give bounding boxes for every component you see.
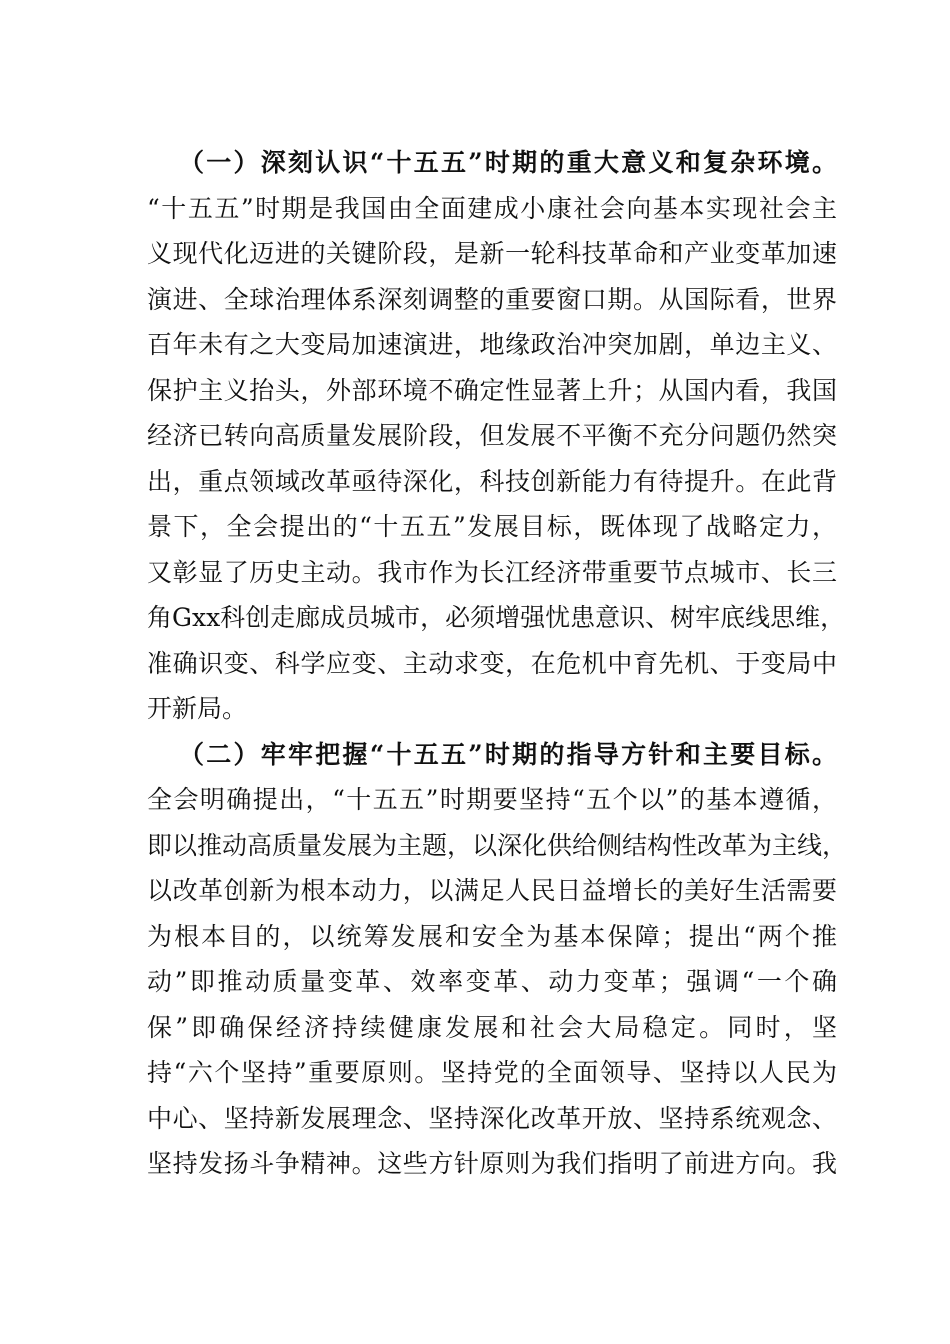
section-1-line: 角Gxx科创走廊成员城市，必须增强忧患意识、树牢底线思维， <box>147 603 846 632</box>
section-1-line: 演进、全球治理体系深刻调整的重要窗口期。从国际看，世界 <box>147 284 837 314</box>
section-2-line: 保”即确保经济持续健康发展和社会大局稳定。同时，坚 <box>147 1012 837 1042</box>
section-2-line: 即以推动高质量发展为主题，以深化供给侧结构性改革为主线， <box>147 830 848 860</box>
section-1-line: 景下，全会提出的“十五五”发展目标，既体现了战略定力， <box>147 512 837 541</box>
section-1-line: 百年未有之大变局加速演进，地缘政治冲突加剧，单边主义、 <box>147 330 837 359</box>
section-1-line: 经济已转向高质量发展阶段，但发展不平衡不充分问题仍然突 <box>147 421 837 450</box>
section-1-line: 义现代化迈进的关键阶段，是新一轮科技革命和产业变革加速 <box>147 239 837 268</box>
section-2-line: 坚持发扬斗争精神。这些方针原则为我们指明了前进方向。我 <box>147 1149 837 1178</box>
section-1-line: “十五五”时期是我国由全面建成小康社会向基本实现社会主 <box>147 193 837 223</box>
section-1-line: 保护主义抬头，外部环境不确定性显著上升；从国内看，我国 <box>147 375 837 405</box>
section-1-heading: （一）深刻认识“十五五”时期的重大意义和复杂环境。 <box>179 148 837 177</box>
section-2-heading: （二）牢牢把握“十五五”时期的指导方针和主要目标。 <box>179 739 837 769</box>
section-2-line: 以改革创新为根本动力，以满足人民日益增长的美好生活需要 <box>147 876 837 905</box>
section-2-line: 为根本目的，以统筹发展和安全为基本保障；提出“两个推 <box>147 921 837 951</box>
section-1-line: 开新局。 <box>147 694 248 723</box>
section-2-line: 持“六个坚持”重要原则。坚持党的全面领导、坚持以人民为 <box>147 1058 837 1087</box>
document-body <box>147 140 848 1187</box>
section-2-line: 动”即推动质量变革、效率变革、动力变革；强调“一个确 <box>147 967 837 996</box>
section-1-line: 又彰显了历史主动。我市作为长江经济带重要节点城市、长三 <box>147 557 837 587</box>
section-2-line: 全会明确提出，“十五五”时期要坚持“五个以”的基本遵循， <box>147 785 837 814</box>
section-2-line: 中心、坚持新发展理念、坚持深化改革开放、坚持系统观念、 <box>147 1103 837 1133</box>
section-1-line: 出，重点领域改革亟待深化，科技创新能力有待提升。在此背 <box>147 466 837 496</box>
section-1-line: 准确识变、科学应变、主动求变，在危机中育先机、于变局中 <box>147 648 837 678</box>
